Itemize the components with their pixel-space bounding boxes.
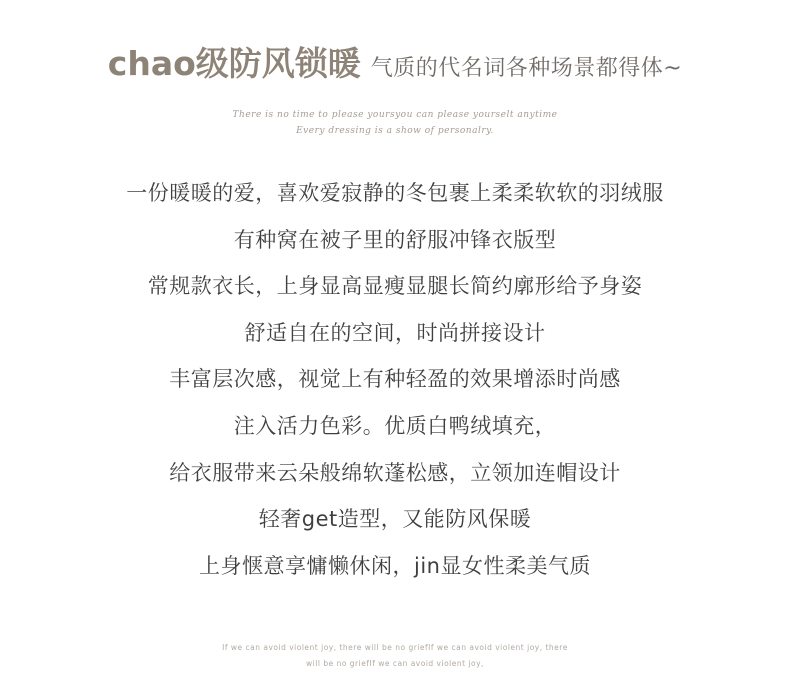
headline-strong: chao级防风锁暖 <box>107 44 361 83</box>
description-lines <box>0 178 790 597</box>
footer-quote-1: If we can avoid violent joy, there will be no griefIf we can avoid violent joy, there <box>222 643 568 652</box>
description-line: 给衣服带来云朵般绵软蓬松感，立领加连帽设计 <box>169 460 621 485</box>
english-tagline-1: There is no time to please yoursyou can please yourselt anytime <box>232 110 558 120</box>
description-line: 丰富层次感，视觉上有种轻盈的效果增添时尚感 <box>169 367 621 392</box>
english-tagline-2: Every dressing is a show of personalry. <box>296 126 494 136</box>
description-line: 舒适自在的空间，时尚拼接设计 <box>244 320 546 345</box>
description-line: 注入活力色彩。优质白鸭绒填充， <box>233 413 557 438</box>
description-line: 有种窝在被子里的舒服冲锋衣版型 <box>233 227 557 252</box>
description-line: 常规款衣长，上身显高显瘦显腿长简约廓形给予身姿 <box>147 274 643 299</box>
footer-quote-2: will be no griefIf we can avoid violent joy, <box>306 659 484 668</box>
description-line: 一份暖暖的爱，喜欢爱寂静的冬包裹上柔柔软软的羽绒服 <box>126 181 664 205</box>
headline-light: 气质的代名词各种场景都得体~ <box>370 56 683 81</box>
description-line: 轻奢get造型，又能防风保暖 <box>258 507 532 532</box>
headline <box>0 38 790 85</box>
description-line: 上身惬意享慵懒休闲，jin显女性柔美气质 <box>199 553 591 578</box>
